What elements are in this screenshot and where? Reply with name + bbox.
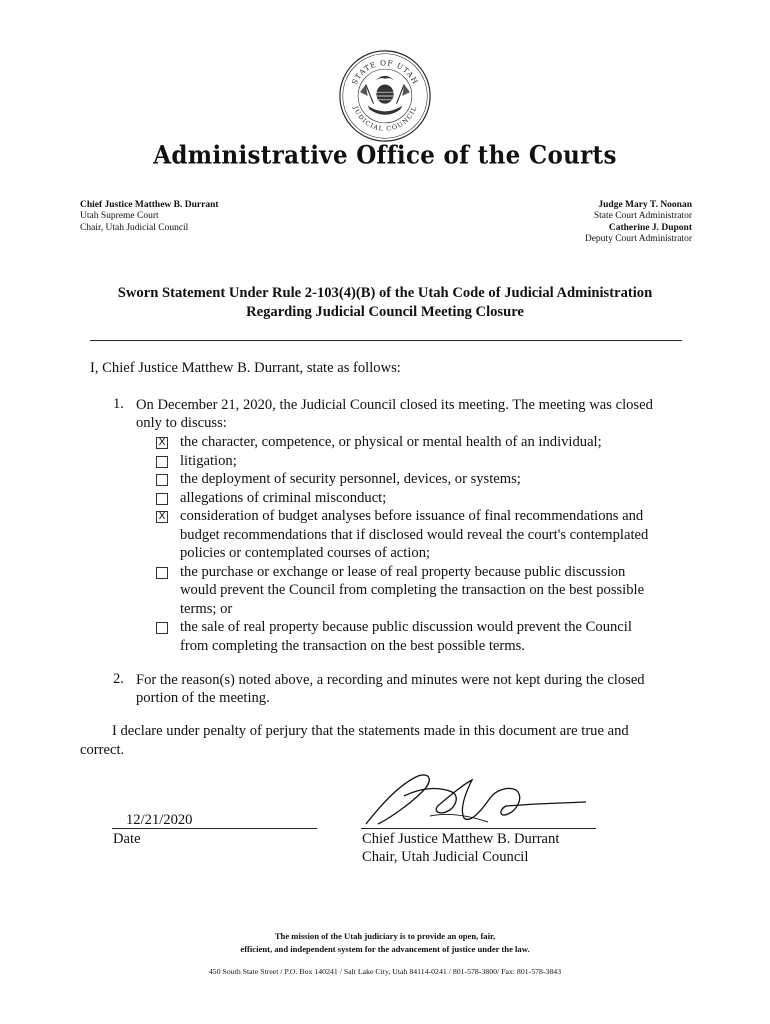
closure-reason-text: terms; or: [180, 600, 233, 617]
item-1-number: 1.: [113, 396, 124, 412]
administrator-name: Judge Mary T. Noonan: [598, 200, 692, 210]
deputy-title: Deputy Court Administrator: [584, 234, 692, 245]
closure-reason-text: the character, competence, or physical or mental health of an individual;: [180, 434, 602, 450]
closure-reason-text: litigation;: [180, 452, 237, 469]
closure-reason-text: consideration of budget analyses before issuance of final recommendations and: [180, 508, 644, 524]
letterhead-left: [80, 200, 219, 234]
closure-reason-text: the sale of real property because public discussion would prevent the Council: [180, 619, 632, 635]
checkbox-unchecked[interactable]: [156, 456, 168, 468]
item-2-number: 2.: [113, 671, 124, 687]
intro-text: I, Chief Justice Matthew B. Durrant, state as follows:: [90, 360, 401, 376]
svg-text:STATE OF UTAH: [350, 58, 420, 86]
item-2-line1: For the reason(s) noted above, a recording and minutes were not kept during the closed: [136, 672, 645, 688]
item-1-line1: On December 21, 2020, the Judicial Council closed its meeting. The meeting was closed: [136, 397, 653, 413]
item-2-line2: portion of the meeting.: [136, 690, 270, 706]
deputy-name: Catherine J. Dupont: [608, 222, 692, 233]
date-label: Date: [113, 831, 141, 847]
checkbox-checked[interactable]: X: [156, 437, 168, 449]
mission-line2: efficient, and independent system for the advancement of justice under the law.: [240, 944, 530, 954]
checkbox-unchecked[interactable]: [156, 474, 168, 486]
closure-reason-text: the purchase or exchange or lease of real property because public discussion: [180, 563, 626, 580]
closure-reason-text: budget recommendations that if disclosed would reveal the court's contemplated: [180, 526, 649, 543]
office-title: Administrative Office of the Courts: [153, 140, 617, 171]
closure-reason-text: from completing the transaction on the best possible terms.: [180, 637, 525, 654]
closure-reason-text: allegations of criminal misconduct;: [180, 489, 387, 506]
signer-name: Chief Justice Matthew B. Durrant: [362, 831, 560, 847]
chief-justice-line2: Chair, Utah Judicial Council: [80, 222, 189, 233]
date-value: 12/21/2020: [126, 812, 193, 828]
checkbox-unchecked[interactable]: [156, 567, 168, 579]
footer-address: 450 South State Street / P.O. Box 140241 / Salt Lake City, Utah 84114-0241 / 801-578-3800/ Fax: 801-578-3843: [208, 967, 562, 976]
judicial-council-seal: [337, 48, 433, 144]
closure-reason-text: would prevent the Council from completing the transaction on the best possible: [180, 582, 645, 598]
date-line: [112, 828, 317, 829]
checkbox-checked[interactable]: X: [156, 511, 168, 523]
checkbox-unchecked[interactable]: [156, 622, 168, 634]
statement-heading-line2: Regarding Judicial Council Meeting Closure: [246, 304, 524, 320]
administrator-title: State Court Administrator: [593, 211, 692, 222]
handwritten-signature: [360, 766, 590, 832]
seal-bottom-text: JUDICIAL COUNCIL: [351, 105, 419, 133]
item-1-line2: only to discuss:: [136, 415, 227, 431]
heading-divider: [90, 340, 682, 341]
closure-reason-text: policies or contemplated courses of action;: [180, 545, 431, 561]
declaration-line2: correct.: [80, 742, 125, 758]
closure-reason-text: the deployment of security personnel, devices, or systems;: [180, 471, 521, 487]
seal-top-text: STATE OF UTAH: [349, 58, 421, 86]
declaration-line1: I declare under penalty of perjury that the statements made in this document are true and: [112, 723, 629, 739]
checkbox-unchecked[interactable]: [156, 493, 168, 505]
mission-line1: The mission of the Utah judiciary is to provide an open, fair,: [274, 931, 496, 941]
chief-justice-name: Chief Justice Matthew B. Durrant: [80, 200, 219, 210]
signer-title: Chair, Utah Judicial Council: [362, 849, 529, 865]
signature-line: [361, 828, 596, 829]
letterhead-right: [585, 200, 692, 246]
chief-justice-line1: Utah Supreme Court: [80, 211, 159, 222]
statement-heading-line1: Sworn Statement Under Rule 2-103(4)(B) of the Utah Code of Judicial Administration: [117, 285, 653, 301]
